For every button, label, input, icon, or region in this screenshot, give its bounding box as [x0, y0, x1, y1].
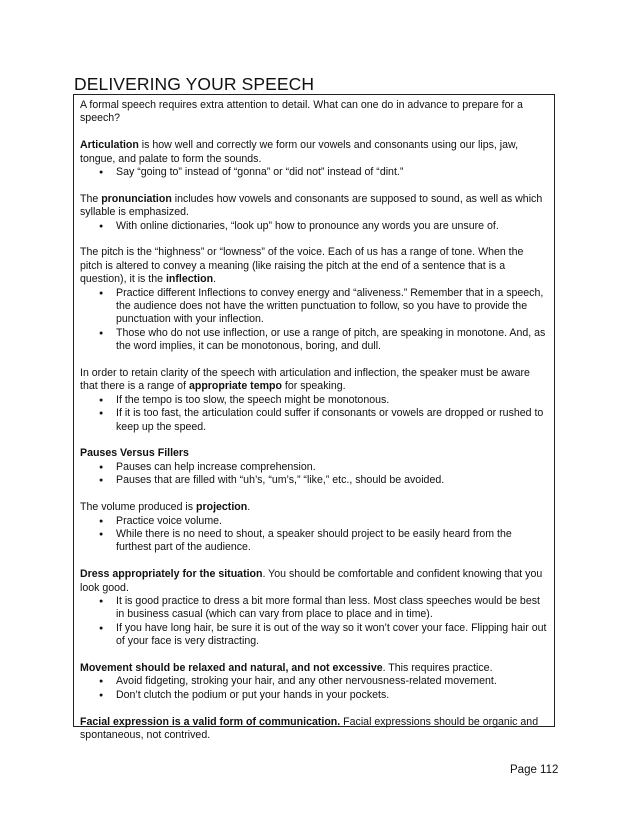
list-item: ● Pauses can help increase comprehension. — [116, 461, 547, 474]
pronunciation-term: pronunciation — [101, 192, 172, 205]
articulation-text: is how well and correctly we form our vowels and consonants using our lips, jaw, tongue, and palate to form the sounds. — [80, 139, 519, 165]
list-item: ● It is good practice to dress a bit more formal than less. Most class speeches would be best in business casual (which can vary from place to place and in time). — [116, 595, 547, 622]
movement-term: Movement should be relaxed and natural, and not excessive — [80, 661, 383, 674]
pronunciation-paragraph — [80, 193, 547, 220]
projection-pre: The volume produced is — [80, 501, 197, 514]
inflection-post: . — [213, 273, 217, 286]
list-item: ● Don’t clutch the podium or put your hands in your pockets. — [116, 689, 547, 702]
tempo-pre: In order to retain clarity of the speech with articulation and inflection, the speaker must be aware that there is a range of — [80, 367, 530, 393]
pauses-list — [80, 461, 547, 488]
dress-text: . You should be comfortable and confident knowing that you look good. — [80, 568, 543, 594]
pauses-heading-text: Pauses Versus Fillers — [80, 447, 189, 460]
facial-paragraph — [80, 716, 547, 743]
pronunciation-text: includes how vowels and consonants are supposed to sound, as well as which syllable is emphasized. — [80, 192, 543, 219]
dress-paragraph — [80, 568, 547, 595]
list-item: ● Those who do not use inflection, or use a range of pitch, are speaking in monotone. And, as the word implies, it can be monotonous, boring, and dull. — [116, 327, 547, 354]
list-item: ● With online dictionaries, “look up” how to pronounce any words you are unsure of. — [116, 220, 547, 233]
inflection-list — [80, 287, 547, 354]
movement-paragraph — [80, 662, 547, 675]
list-item: ● Pauses that are filled with “uh’s, “um’s,” “like,” etc., should be avoided. — [116, 474, 547, 487]
list-item: ● While there is no need to shout, a speaker should project to be easily heard from the furthest part of the audience. — [116, 528, 547, 555]
movement-text: . This requires practice. — [382, 661, 493, 674]
articulation-list — [80, 166, 547, 179]
page-number: Page 112 — [510, 764, 559, 776]
content-box — [73, 94, 555, 741]
facial-term: Facial expression is a valid form of communication. — [80, 715, 341, 728]
facial-text: Facial expressions should be organic and spontaneous, not contrived. — [80, 715, 539, 741]
projection-list — [80, 515, 547, 555]
articulation-term: Articulation — [80, 139, 139, 152]
inflection-term: inflection — [165, 273, 214, 286]
list-item: ● If you have long hair, be sure it is out of the way so it won’t cover your face. Flipping hair out of your face is very distracting. — [116, 622, 547, 649]
projection-term: projection — [196, 501, 248, 514]
tempo-paragraph — [80, 367, 547, 394]
projection-paragraph — [80, 501, 547, 514]
movement-list — [80, 675, 547, 702]
articulation-paragraph — [80, 139, 547, 166]
dress-list — [80, 595, 547, 649]
intro-paragraph: A formal speech requires extra attention to detail. What can one do in advance to prepare for a speech? — [80, 99, 523, 125]
inflection-paragraph — [80, 246, 547, 286]
projection-post: . — [247, 501, 251, 514]
tempo-term: appropriate tempo — [188, 380, 282, 393]
dress-term: Dress appropriately for the situation — [80, 568, 263, 581]
list-item: ● If it is too fast, the articulation could suffer if consonants or vowels are dropped or rushed to keep up the speed. — [116, 407, 547, 434]
page-title: DELIVERING YOUR SPEECH — [74, 74, 315, 94]
inflection-pre: The pitch is the “highness” or “lowness” of the voice. Each of us has a range of tone. When the pitch is altered to convey a meaning (like raising the pitch at the end of a sentence that is a question), it is the — [80, 246, 524, 286]
list-item: ● Avoid fidgeting, stroking your hair, and any other nervousness-related movement. — [116, 675, 547, 688]
tempo-list — [80, 394, 547, 434]
list-item: ● Practice voice volume. — [116, 515, 547, 528]
pauses-heading — [80, 447, 547, 460]
tempo-post: for speaking. — [281, 380, 346, 393]
pronunciation-list — [80, 220, 547, 233]
list-item: ● If the tempo is too slow, the speech might be monotonous. — [116, 394, 547, 407]
pronunciation-pre: The — [80, 192, 102, 205]
list-item: ● Say “going to” instead of “gonna” or “did not” instead of “dint.” — [116, 166, 547, 179]
list-item: ● Practice different Inflections to convey energy and “aliveness.” Remember that in a speech, the audience does not have the written punctuation to follow, so you have to provide the punctuation with your inflection. — [116, 287, 547, 327]
